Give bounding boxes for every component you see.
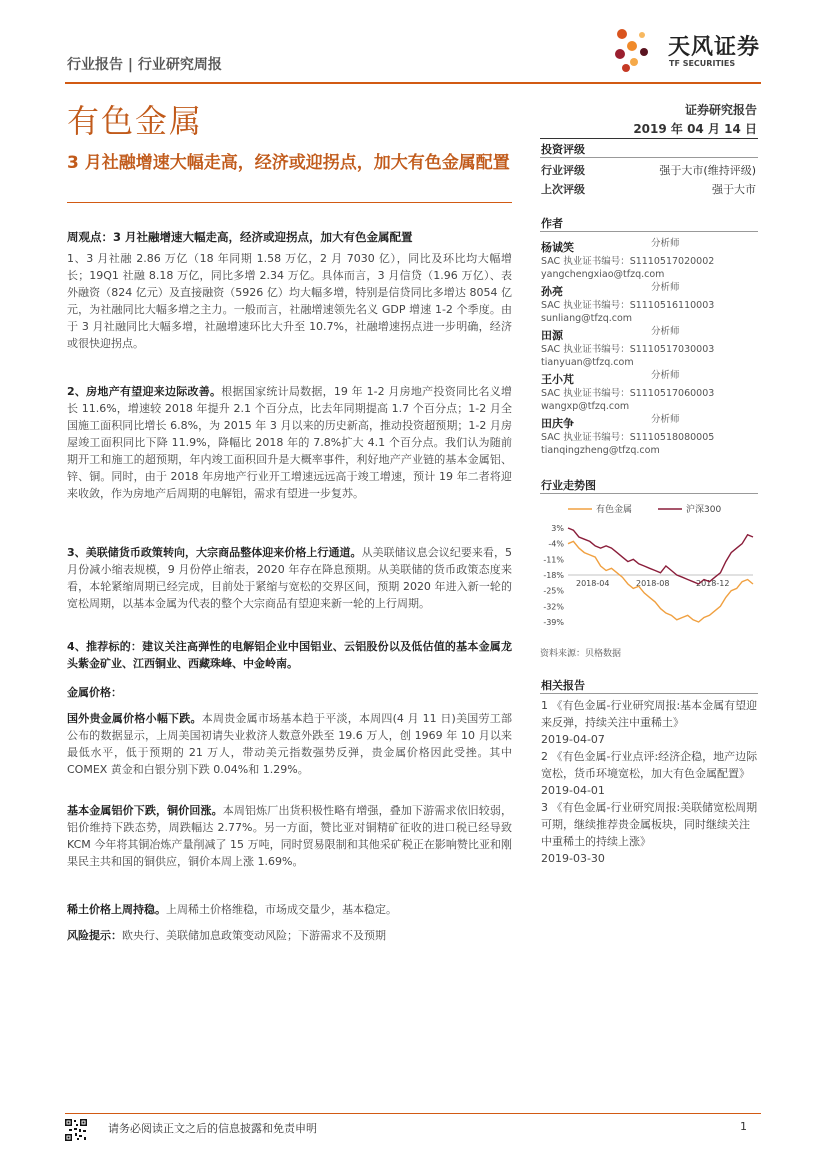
author-name: 王小芃	[541, 373, 574, 386]
legend-label-1: 沪深300	[686, 505, 722, 515]
author-5	[541, 412, 759, 457]
related-report-title[interactable]: 3 《有色金属-行业研究周报:美联储宽松周期可期，继续推荐贵金属板块，同时继续关注中重稀土的持续上涨》	[541, 801, 758, 848]
trend-chart	[538, 500, 760, 635]
author-role: 分析师	[651, 282, 680, 293]
author-email[interactable]: tianqingzheng@tfzq.com	[541, 445, 660, 456]
qr-code-icon	[64, 1118, 88, 1142]
rating-title: 投资评级	[541, 143, 585, 156]
related-title: 相关报告	[541, 679, 585, 692]
author-sac: SAC 执业证书编号：S1110517060003	[541, 388, 715, 399]
author-sac: SAC 执业证书编号：S1110517020002	[541, 256, 715, 267]
paragraph-7-body: 上周稀土价格维稳，市场成交量少，基本稳定。	[166, 903, 397, 916]
related-report-title[interactable]: 1 《有色金属-行业研究周报:基本金属有望迎来反弹，持续关注中重稀土》	[541, 699, 758, 729]
authors-divider	[540, 231, 758, 232]
related-report-1[interactable]	[541, 697, 759, 748]
series-line-1	[568, 528, 753, 584]
author-3	[541, 324, 759, 369]
footer-disclaimer[interactable]: 请务必阅读正文之后的信息披露和免责申明	[108, 1122, 317, 1135]
headline: 3 月社融增速大幅走高，经济或迎拐点，加大有色金属配置	[67, 153, 510, 173]
paragraph-5-head: 国外贵金属价格小幅下跌。	[67, 712, 202, 725]
report-date: 2019 年 04 月 14 日	[633, 122, 757, 136]
author-sac: SAC 执业证书编号：S1110518080005	[541, 432, 715, 443]
author-name: 杨诚笑	[541, 241, 574, 254]
industry-rating-value: 强于大市(维持评级)	[659, 164, 756, 177]
related-report-3[interactable]	[541, 799, 759, 867]
author-role: 分析师	[651, 326, 680, 337]
chart-source: 资料来源：贝格数据	[540, 649, 622, 659]
author-1	[541, 236, 759, 281]
paragraph-8-body: 欧央行、美联储加息政策变动风险；下游需求不及预期	[122, 929, 386, 942]
authors-title: 作者	[541, 217, 563, 230]
report-type: 行业报告 | 行业研究周报	[67, 57, 222, 73]
prev-rating-label: 上次评级	[541, 183, 585, 196]
sector-title: 有色金属	[67, 102, 204, 140]
header-divider	[65, 82, 761, 84]
y-tick-label: -32%	[543, 602, 564, 612]
paragraph-6-head: 基本金属铝价下跌，铜价回涨。	[67, 804, 223, 817]
author-2	[541, 280, 759, 325]
y-tick-label: -39%	[543, 618, 564, 627]
metal-price-heading: 金属价格：	[67, 686, 122, 699]
author-name: 孙亮	[541, 285, 563, 298]
report-kind: 证券研究报告	[684, 103, 757, 117]
rating-top-rule	[540, 138, 758, 139]
paragraph-3-body: 从美联储议息会议纪要来看，5 月份减小缩表规模，9 月份停止缩表，2020 年存在降息预期。从美联储的货币政策态度来看，本轮紧缩周期已经完成，目前处于紧缩与宽松的交界区间，预期 2020 年进入新一轮的宽松周期，以基本金属为代表的整个大宗商品有望迎来新一轮的上行周期。	[67, 546, 512, 610]
trend-title: 行业走势图	[541, 479, 596, 492]
author-role: 分析师	[651, 414, 680, 425]
x-tick-label: 2018-08	[636, 579, 670, 588]
paragraph-3	[67, 544, 512, 612]
paragraph-2-head: 2、房地产有望迎来边际改善。	[67, 385, 222, 398]
industry-rating-label: 行业评级	[541, 164, 585, 177]
paragraph-7	[67, 901, 512, 918]
y-tick-label: 3%	[551, 524, 564, 533]
paragraph-6-body: 本周铝炼厂出货积极性略有增强，叠加下游需求依旧较弱，铝价维持下跌态势，周跌幅达 2.77%。另一方面，赞比亚对铜精矿征收的进口税已经导致 KCM 今年将其铜冶炼产量削减了 15 万吨，同时贸易限制和其他采矿税正在影响赞比亚和刚果民主共和国的铜供应，铜价本周上涨 1.69%。	[67, 804, 513, 868]
related-report-title[interactable]: 2 《有色金属-行业点评:经济企稳，地产边际宽松，货币环境宽松，加大有色金属配置》	[541, 750, 758, 780]
author-email[interactable]: sunliang@tfzq.com	[541, 313, 633, 324]
y-tick-label: -25%	[543, 586, 564, 596]
author-sac: SAC 执业证书编号：S1110517030003	[541, 344, 715, 355]
author-email[interactable]: tianyuan@tfzq.com	[541, 357, 634, 368]
legend-label-0: 有色金属	[596, 505, 633, 515]
paragraph-2-body: 根据国家统计局数据，19 年 1-2 月房地产投资同比名义增长 11.6%，增速较 2018 年提升 2.1 个百分点，比去年同期提高 1.7 个百分点；1-2 月全国施工面积同比增长 6.8%，为 2015 年 3 月以来的历史新高，推动投资超预期；1-2 月房屋竣工面积同比下降 11.9%，降幅比 2018 年的 7.8%扩大 4.1 个百分点。我们认为随前期开工和施工的超预期，年内竣工面积回升是大概率事件，利好地产产业链的基本金属铝、锌、铜。同时，由于 2018 年房地产行业开工增速远远高于竣工增速，预计 19 年二者将迎来收敛，作为房地产后周期的电解铝，需求有望进一步复苏。	[67, 385, 512, 500]
author-email[interactable]: wangxp@tfzq.com	[541, 401, 630, 412]
paragraph-2	[67, 383, 512, 502]
paragraph-3-head: 3、美联储货币政策转向，大宗商品整体迎来价格上行通道。	[67, 546, 362, 559]
logo-text-cn: 天风证券	[668, 35, 761, 60]
paragraph-8-head: 风险提示：	[67, 929, 122, 942]
related-report-date: 2019-04-07	[541, 733, 605, 746]
headline-divider	[67, 202, 512, 203]
footer-divider	[65, 1113, 761, 1114]
paragraph-4: 4、推荐标的：建议关注高弹性的电解铝企业中国铝业、云铝股份以及低估值的基本金属龙头紫金矿业、江西铜业、西藏珠峰、中金岭南。	[67, 640, 512, 670]
page-number: 1	[740, 1120, 747, 1133]
related-report-date: 2019-04-01	[541, 784, 605, 797]
author-name: 田庆争	[541, 417, 574, 430]
related-report-date: 2019-03-30	[541, 852, 605, 865]
y-tick-label: -18%	[543, 571, 564, 580]
author-sac: SAC 执业证书编号：S1110516110003	[541, 300, 715, 311]
paragraph-5	[67, 710, 512, 778]
viewpoint: 周观点：3 月社融增速大幅走高，经济或迎拐点，加大有色金属配置	[67, 230, 413, 244]
author-name: 田源	[541, 329, 563, 342]
author-role: 分析师	[651, 238, 680, 249]
x-tick-label: 2018-04	[576, 579, 610, 588]
rating-divider	[540, 157, 758, 158]
author-role: 分析师	[651, 370, 680, 381]
paragraph-5-body: 本周贵金属市场基本趋于平淡，本周四(4 月 11 日)美国劳工部公布的数据显示，上周美国初请失业救济人数意外跌至 19.6 万人，创 1969 年 10 月以来最低水平，低于预期的 21 万人，带动美元指数强势反弹，贵金属价格因此受挫。其中 COMEX 黄金和白银分别下跌 0.04%和 1.29%。	[67, 712, 512, 776]
y-tick-label: -4%	[548, 539, 564, 549]
related-report-2[interactable]	[541, 748, 759, 799]
author-4	[541, 368, 759, 413]
y-tick-label: -11%	[543, 555, 564, 565]
author-email[interactable]: yangchengxiao@tfzq.com	[541, 269, 665, 280]
prev-rating-value: 强于大市	[712, 183, 756, 196]
paragraph-1: 1、3 月社融 2.86 万亿（18 年同期 1.58 万亿，2 月 7030 亿），同比及环比均大幅增长；19Q1 社融 8.18 万亿，同比多增 2.34 万亿。具体而言，3 月信贷（1.96 万亿）、表外融资（824 亿元）及直接融资（5926 亿）均大幅多增，特别是信贷同比多增达 8054 亿元，为社融同比大幅多增之主力。一般而言，社融增速领先名义 GDP 增速 1-2 个季度。由于 3 月社融同比大幅多增，社融增速环比大升至 10.7%，社融增速拐点进一步明确，经济或很快迎拐点。	[67, 252, 512, 350]
logo-text-en: TF SECURITIES	[669, 59, 736, 68]
paragraph-7-head: 稀土价格上周持稳。	[67, 903, 166, 916]
x-tick-label: 2018-12	[696, 579, 730, 588]
paragraph-6	[67, 802, 512, 870]
trend-divider	[540, 493, 758, 494]
related-divider	[540, 693, 758, 694]
paragraph-8	[67, 927, 512, 944]
